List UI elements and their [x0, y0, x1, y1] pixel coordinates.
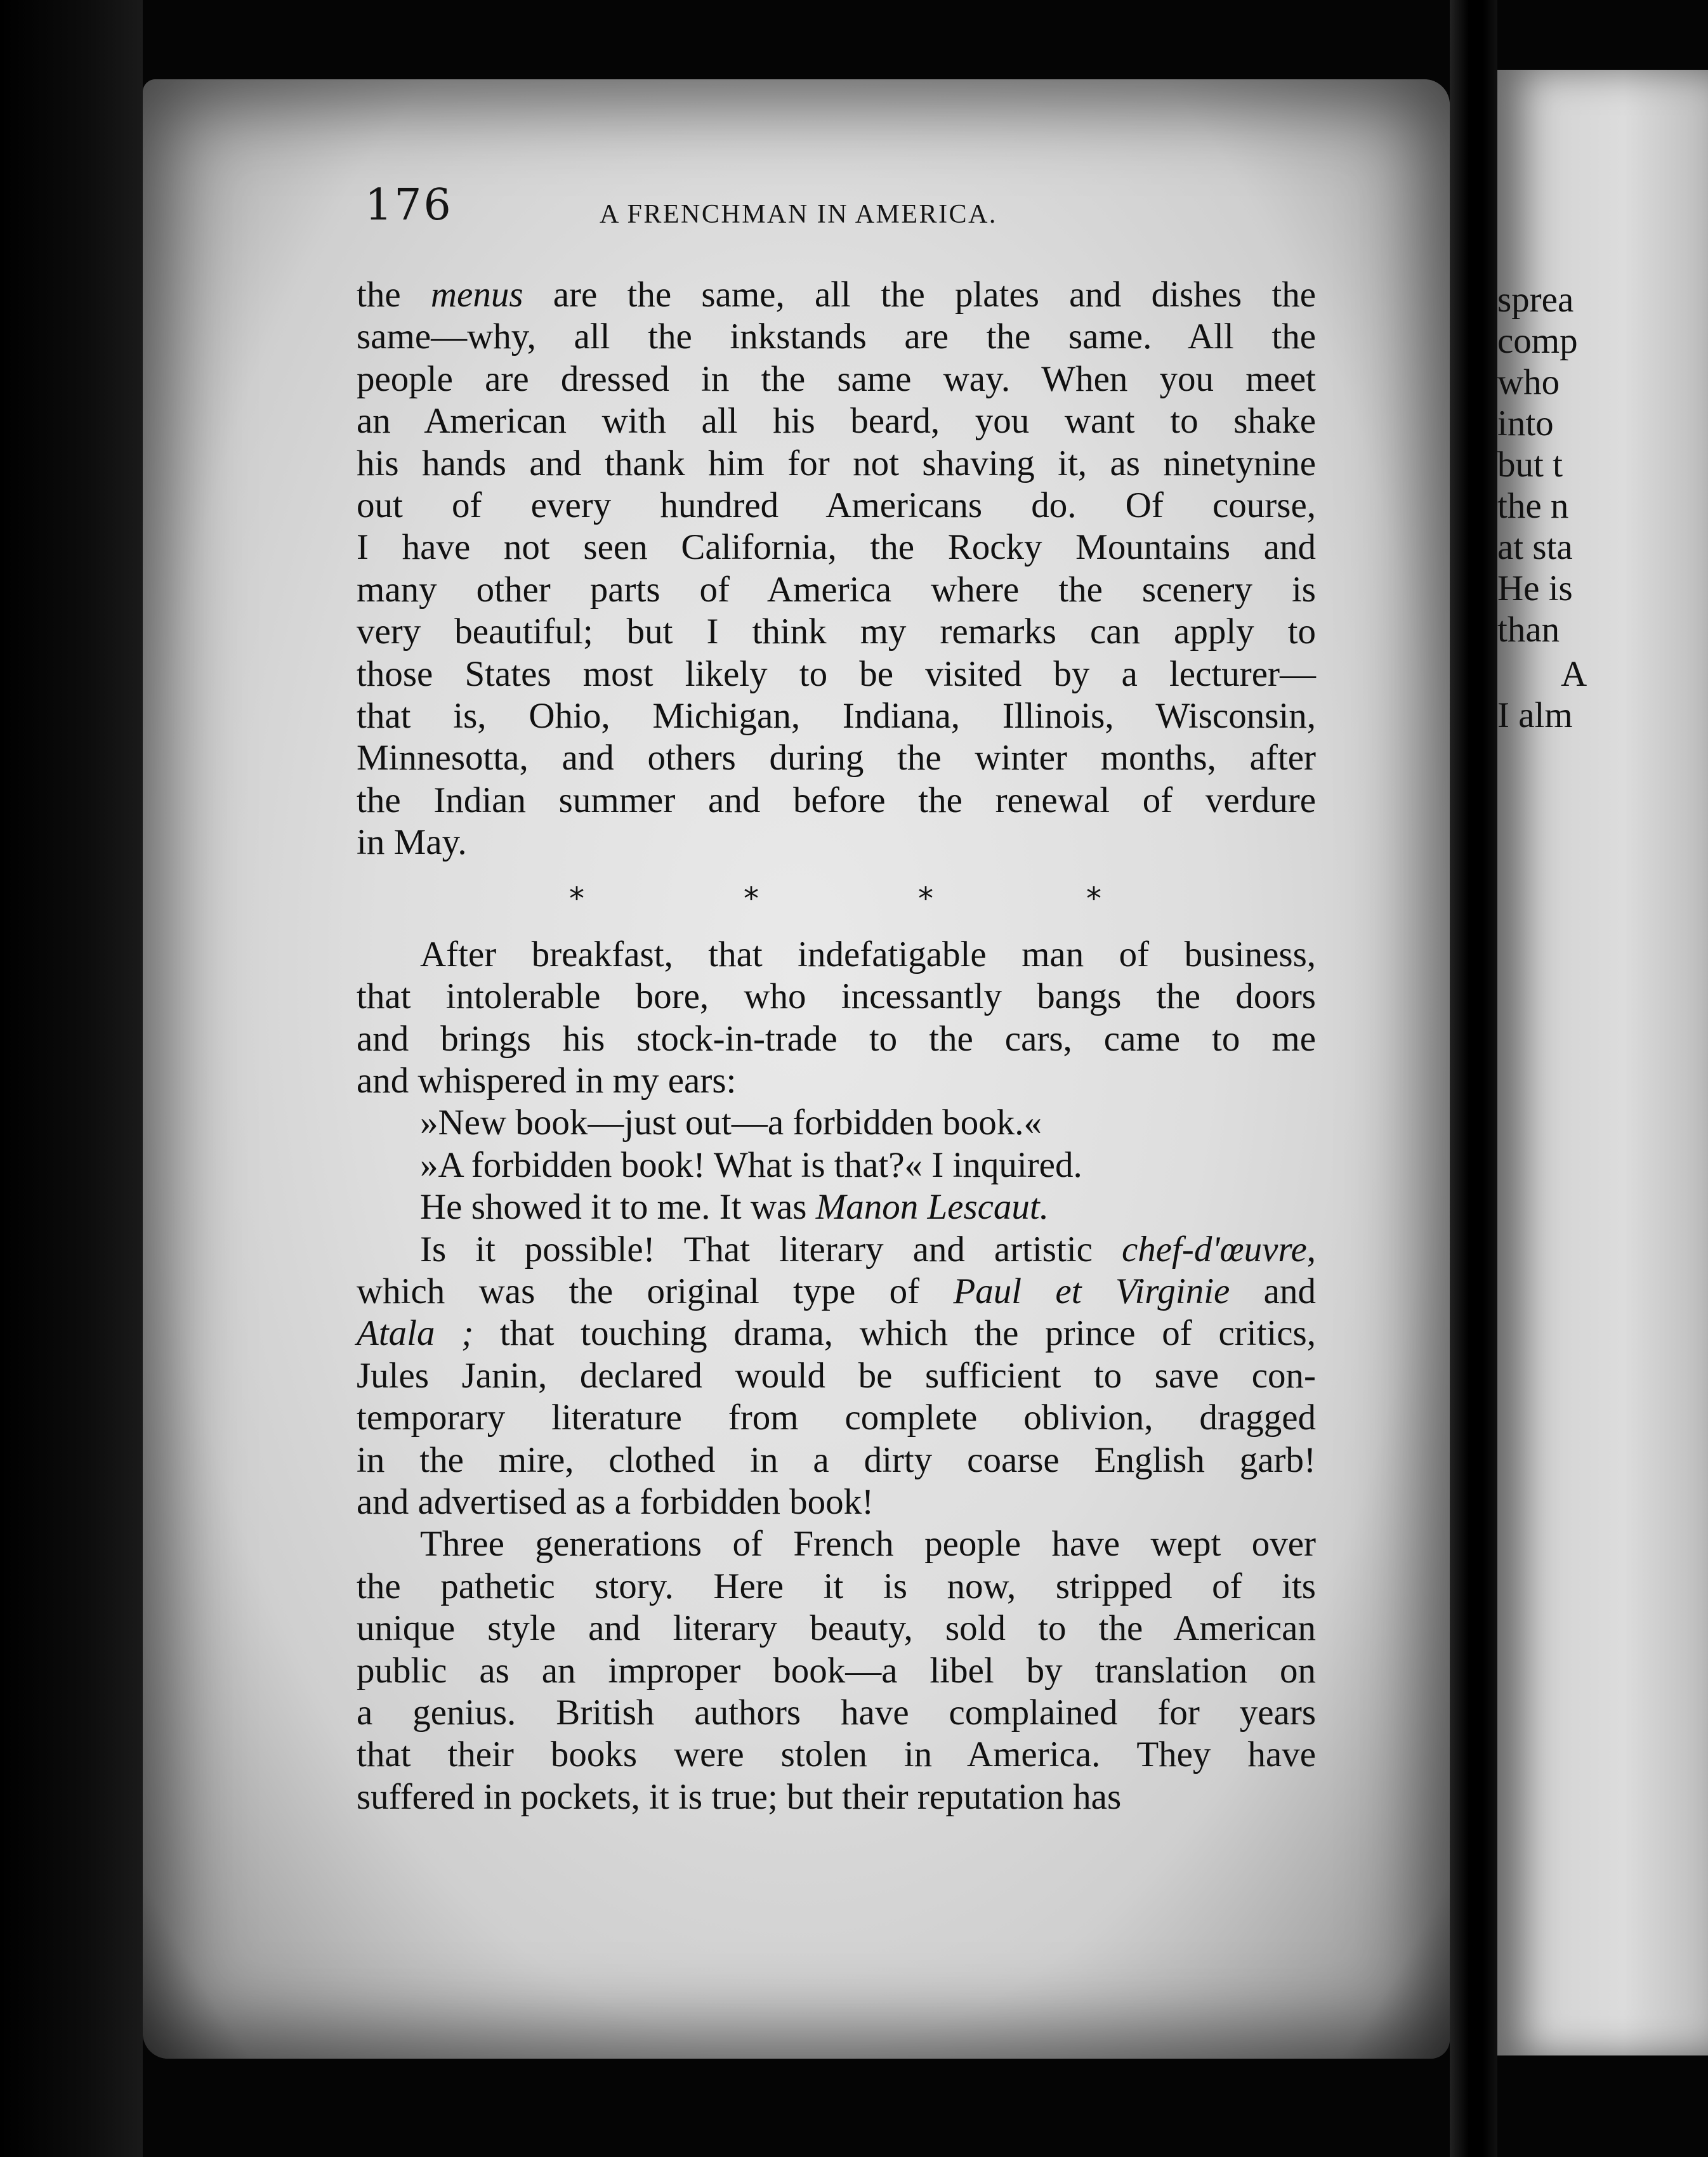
- paragraph3-line: and advertised as a forbidden book!: [357, 1481, 874, 1522]
- separator-star: *: [569, 881, 584, 917]
- next-page-fragment: who: [1497, 362, 1560, 402]
- next-page-fragment: into: [1497, 403, 1554, 443]
- paragraph4-line: the pathetic story. Here it is now, stripped of its: [357, 1566, 1316, 1606]
- dialogue-line: »New book—just out—a forbidden book.«: [420, 1103, 1042, 1143]
- paragraph2-line: and whispered in my ears:: [357, 1060, 737, 1101]
- paragraph1-line: out of every hundred Americans do. Of course,: [357, 485, 1316, 526]
- next-page-fragment: He is: [1497, 568, 1573, 608]
- page-header: [365, 180, 1317, 241]
- next-page-fragment: than: [1497, 610, 1560, 650]
- next-page-fragment: at sta: [1497, 527, 1573, 567]
- scan-border-left: [0, 0, 143, 2157]
- paragraph2-line: that intolerable bore, who incessantly bangs the doors: [357, 976, 1316, 1017]
- next-page-edge: [1497, 70, 1708, 2055]
- next-page-fragment: the n: [1497, 486, 1569, 526]
- dialogue-line: »A forbidden book! What is that?« I inquired.: [420, 1144, 1082, 1185]
- section-separator: [357, 864, 1316, 934]
- paragraph4-line: a genius. British authors have complained for years: [357, 1693, 1316, 1733]
- paragraph4-line: unique style and literary beauty, sold to the American: [357, 1608, 1316, 1649]
- paragraph2-line: After breakfast, that indefatigable man of business,: [420, 934, 1316, 974]
- paragraph3-line: which was the original type of Paul et Virginie and: [357, 1271, 1316, 1311]
- paragraph1-line: that is, Ohio, Michigan, Indiana, Illinois, Wisconsin,: [357, 696, 1316, 737]
- next-page-fragment: I alm: [1497, 695, 1573, 735]
- paragraph1-line: his hands and thank him for not shaving it, as ninetynine: [357, 443, 1316, 483]
- running-title: A FRENCHMAN IN AMERICA.: [600, 200, 997, 229]
- dialogue-line: He showed it to me. It was Manon Lescaut.: [420, 1187, 1049, 1228]
- paragraph1-line: I have not seen California, the Rocky Mountains and: [357, 527, 1316, 568]
- paragraph1-line: in May.: [357, 822, 467, 863]
- separator-star: *: [1086, 881, 1101, 917]
- next-page-fragment: comp: [1497, 321, 1578, 361]
- paragraph1-line: an American with all his beard, you want to shake: [357, 401, 1316, 442]
- paragraph4-line: suffered in pockets, it is true; but their reputation has: [357, 1776, 1122, 1817]
- paragraph4-line: public as an improper book—a libel by translation on: [357, 1650, 1316, 1691]
- page-body: [357, 274, 1316, 1818]
- paragraph1-line: people are dressed in the same way. When you meet: [357, 358, 1316, 399]
- paragraph3-line: temporary literature from complete oblivion, dragged: [357, 1398, 1316, 1438]
- paragraph1-line: Minnesotta, and others during the winter months, after: [357, 738, 1316, 778]
- separator-star: *: [744, 881, 759, 917]
- paragraph4-line: Three generations of French people have wept over: [420, 1524, 1316, 1564]
- paragraph3-line: Atala ; that touching drama, which the prince of critics,: [357, 1313, 1316, 1354]
- paragraph3-line: Is it possible! That literary and artistic chef-d'œuvre,: [420, 1229, 1316, 1269]
- paragraph3-line: Jules Janin, declared would be sufficient to save con-: [357, 1355, 1316, 1396]
- paragraph1-line: many other parts of America where the scenery is: [357, 569, 1316, 610]
- paragraph1-line: very beautiful; but I think my remarks can apply to: [357, 612, 1316, 652]
- page-number: 176: [365, 180, 453, 230]
- next-page-fragment: A: [1561, 654, 1587, 694]
- paragraph4-line: that their books were stolen in America. They have: [357, 1734, 1316, 1775]
- paragraph1-line: the Indian summer and before the renewal of verdure: [357, 780, 1316, 820]
- next-page-fragment: but t: [1497, 445, 1563, 485]
- paragraph1-line: same—why, all the inkstands are the same. All the: [357, 317, 1316, 357]
- separator-star: *: [918, 881, 933, 917]
- paragraph3-line: in the mire, clothed in a dirty coarse English garb!: [357, 1439, 1316, 1480]
- paragraph2-line: and brings his stock-in-trade to the cars, came to me: [357, 1018, 1316, 1059]
- paragraph1-line: those States most likely to be visited by a lecturer—: [357, 653, 1316, 694]
- book-gutter: [1450, 0, 1497, 2157]
- next-page-fragment: sprea: [1497, 280, 1574, 320]
- paragraph1-line: the menus are the same, all the plates and dishes the: [357, 275, 1316, 315]
